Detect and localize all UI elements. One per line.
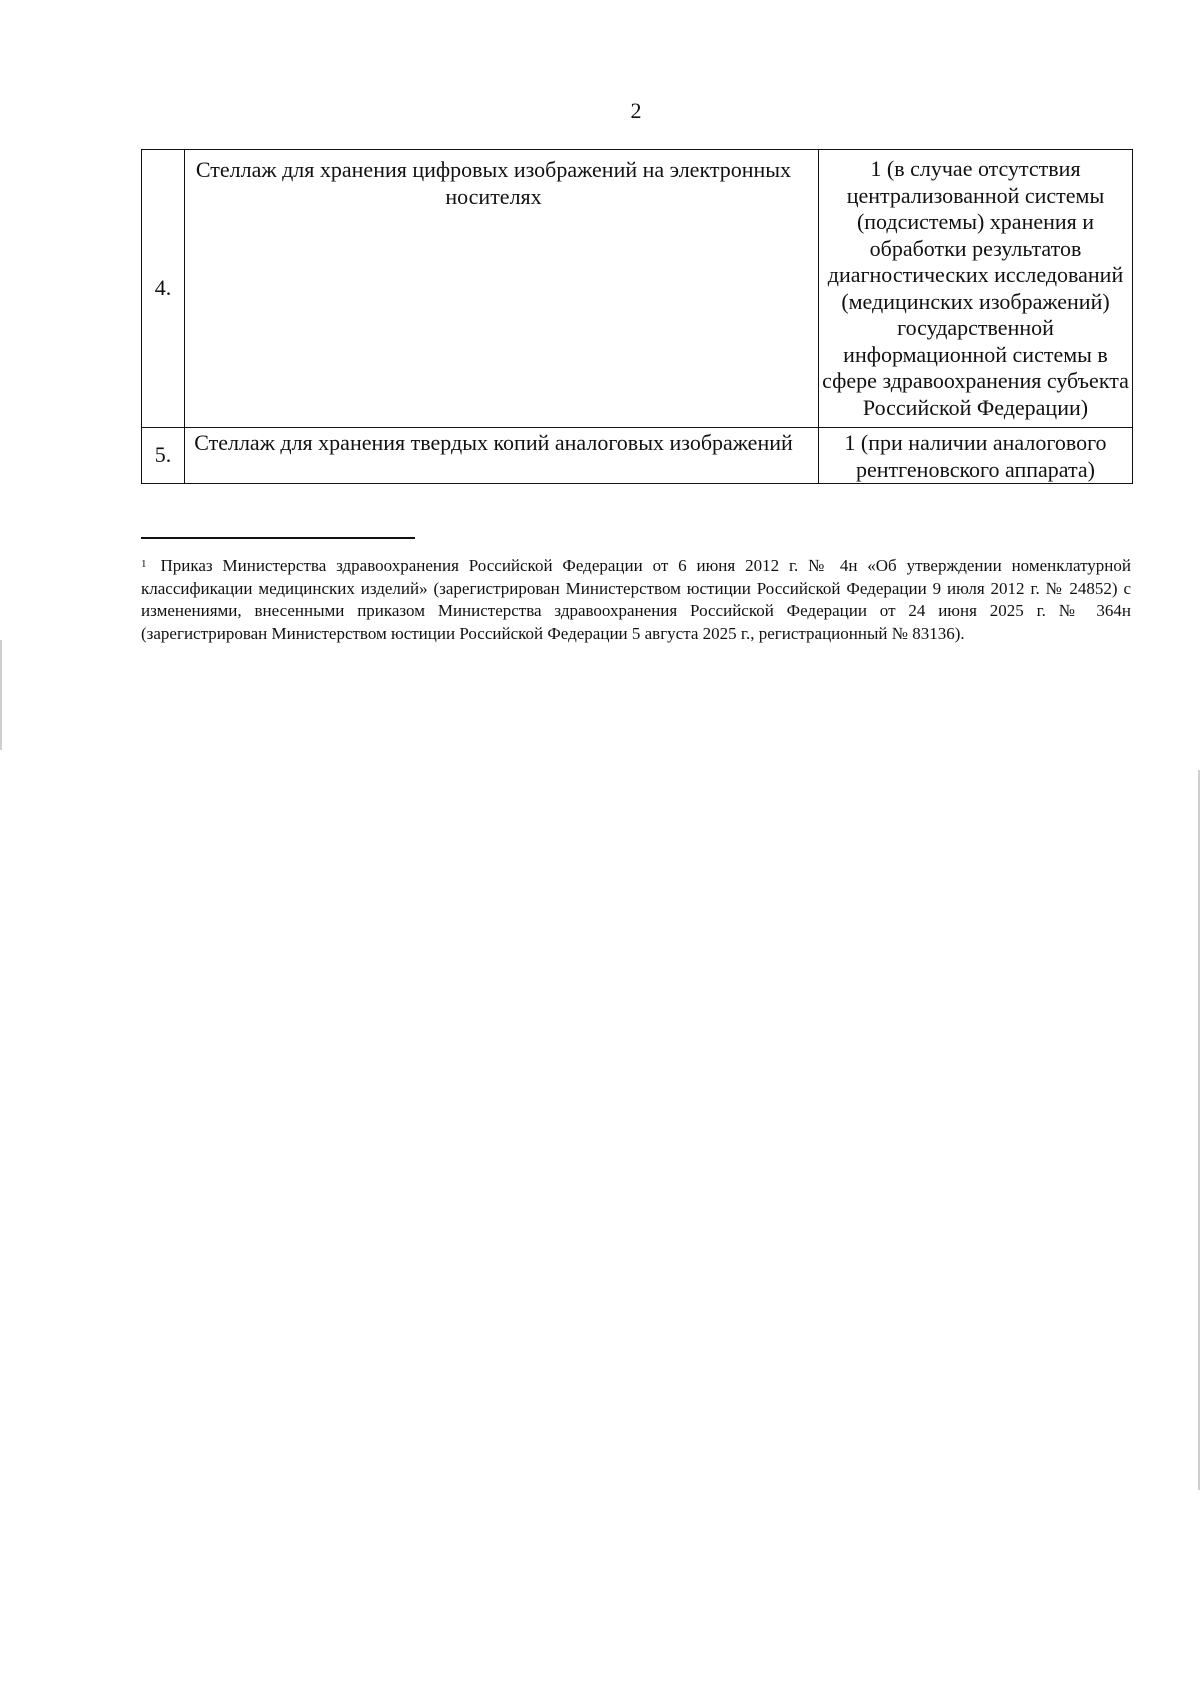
equipment-quantity: 1 (при наличии аналогового рентгеновского аппарата) — [819, 428, 1133, 484]
page-number: 2 — [630, 98, 642, 123]
table-row — [142, 428, 1133, 484]
footnote-separator — [141, 537, 415, 539]
equipment-name: Стеллаж для хранения цифровых изображений на электронных носителях — [185, 150, 819, 428]
table-row — [142, 150, 1133, 428]
row-number: 4. — [142, 150, 185, 428]
row-number: 5. — [142, 428, 185, 484]
footnote-text: Приказ Министерства здравоохранения Российской Федерации от 6 июня 2012 г. № 4н «Об утверждении номенклатурной классификации медицинских изделий» (зарегистрирован Министерством юстиции Российской Федерации 9 июля 2012 г. № 24852) с изменениями, внесенными приказом Министерства здравоохранения Российской Федерации от 24 июня 2025 г. № 364н (зарегистрирован Министерством юстиции Российской Федерации 5 августа 2025 г., регистрационный № 83136). — [141, 556, 1131, 643]
equipment-table — [141, 149, 1133, 484]
footnote-marker: 1 — [141, 558, 147, 570]
equipment-name: Стеллаж для хранения твердых копий аналоговых изображений — [185, 428, 819, 484]
scan-edge-mark — [0, 640, 2, 750]
footnote — [141, 555, 1131, 645]
equipment-quantity: 1 (в случае отсутствия централизованной системы (подсистемы) хранения и обработки результатов диагностических исследований (медицинских изображений) государственной информационной системы в сфере здравоохранения субъекта Российской Федерации) — [819, 150, 1133, 428]
